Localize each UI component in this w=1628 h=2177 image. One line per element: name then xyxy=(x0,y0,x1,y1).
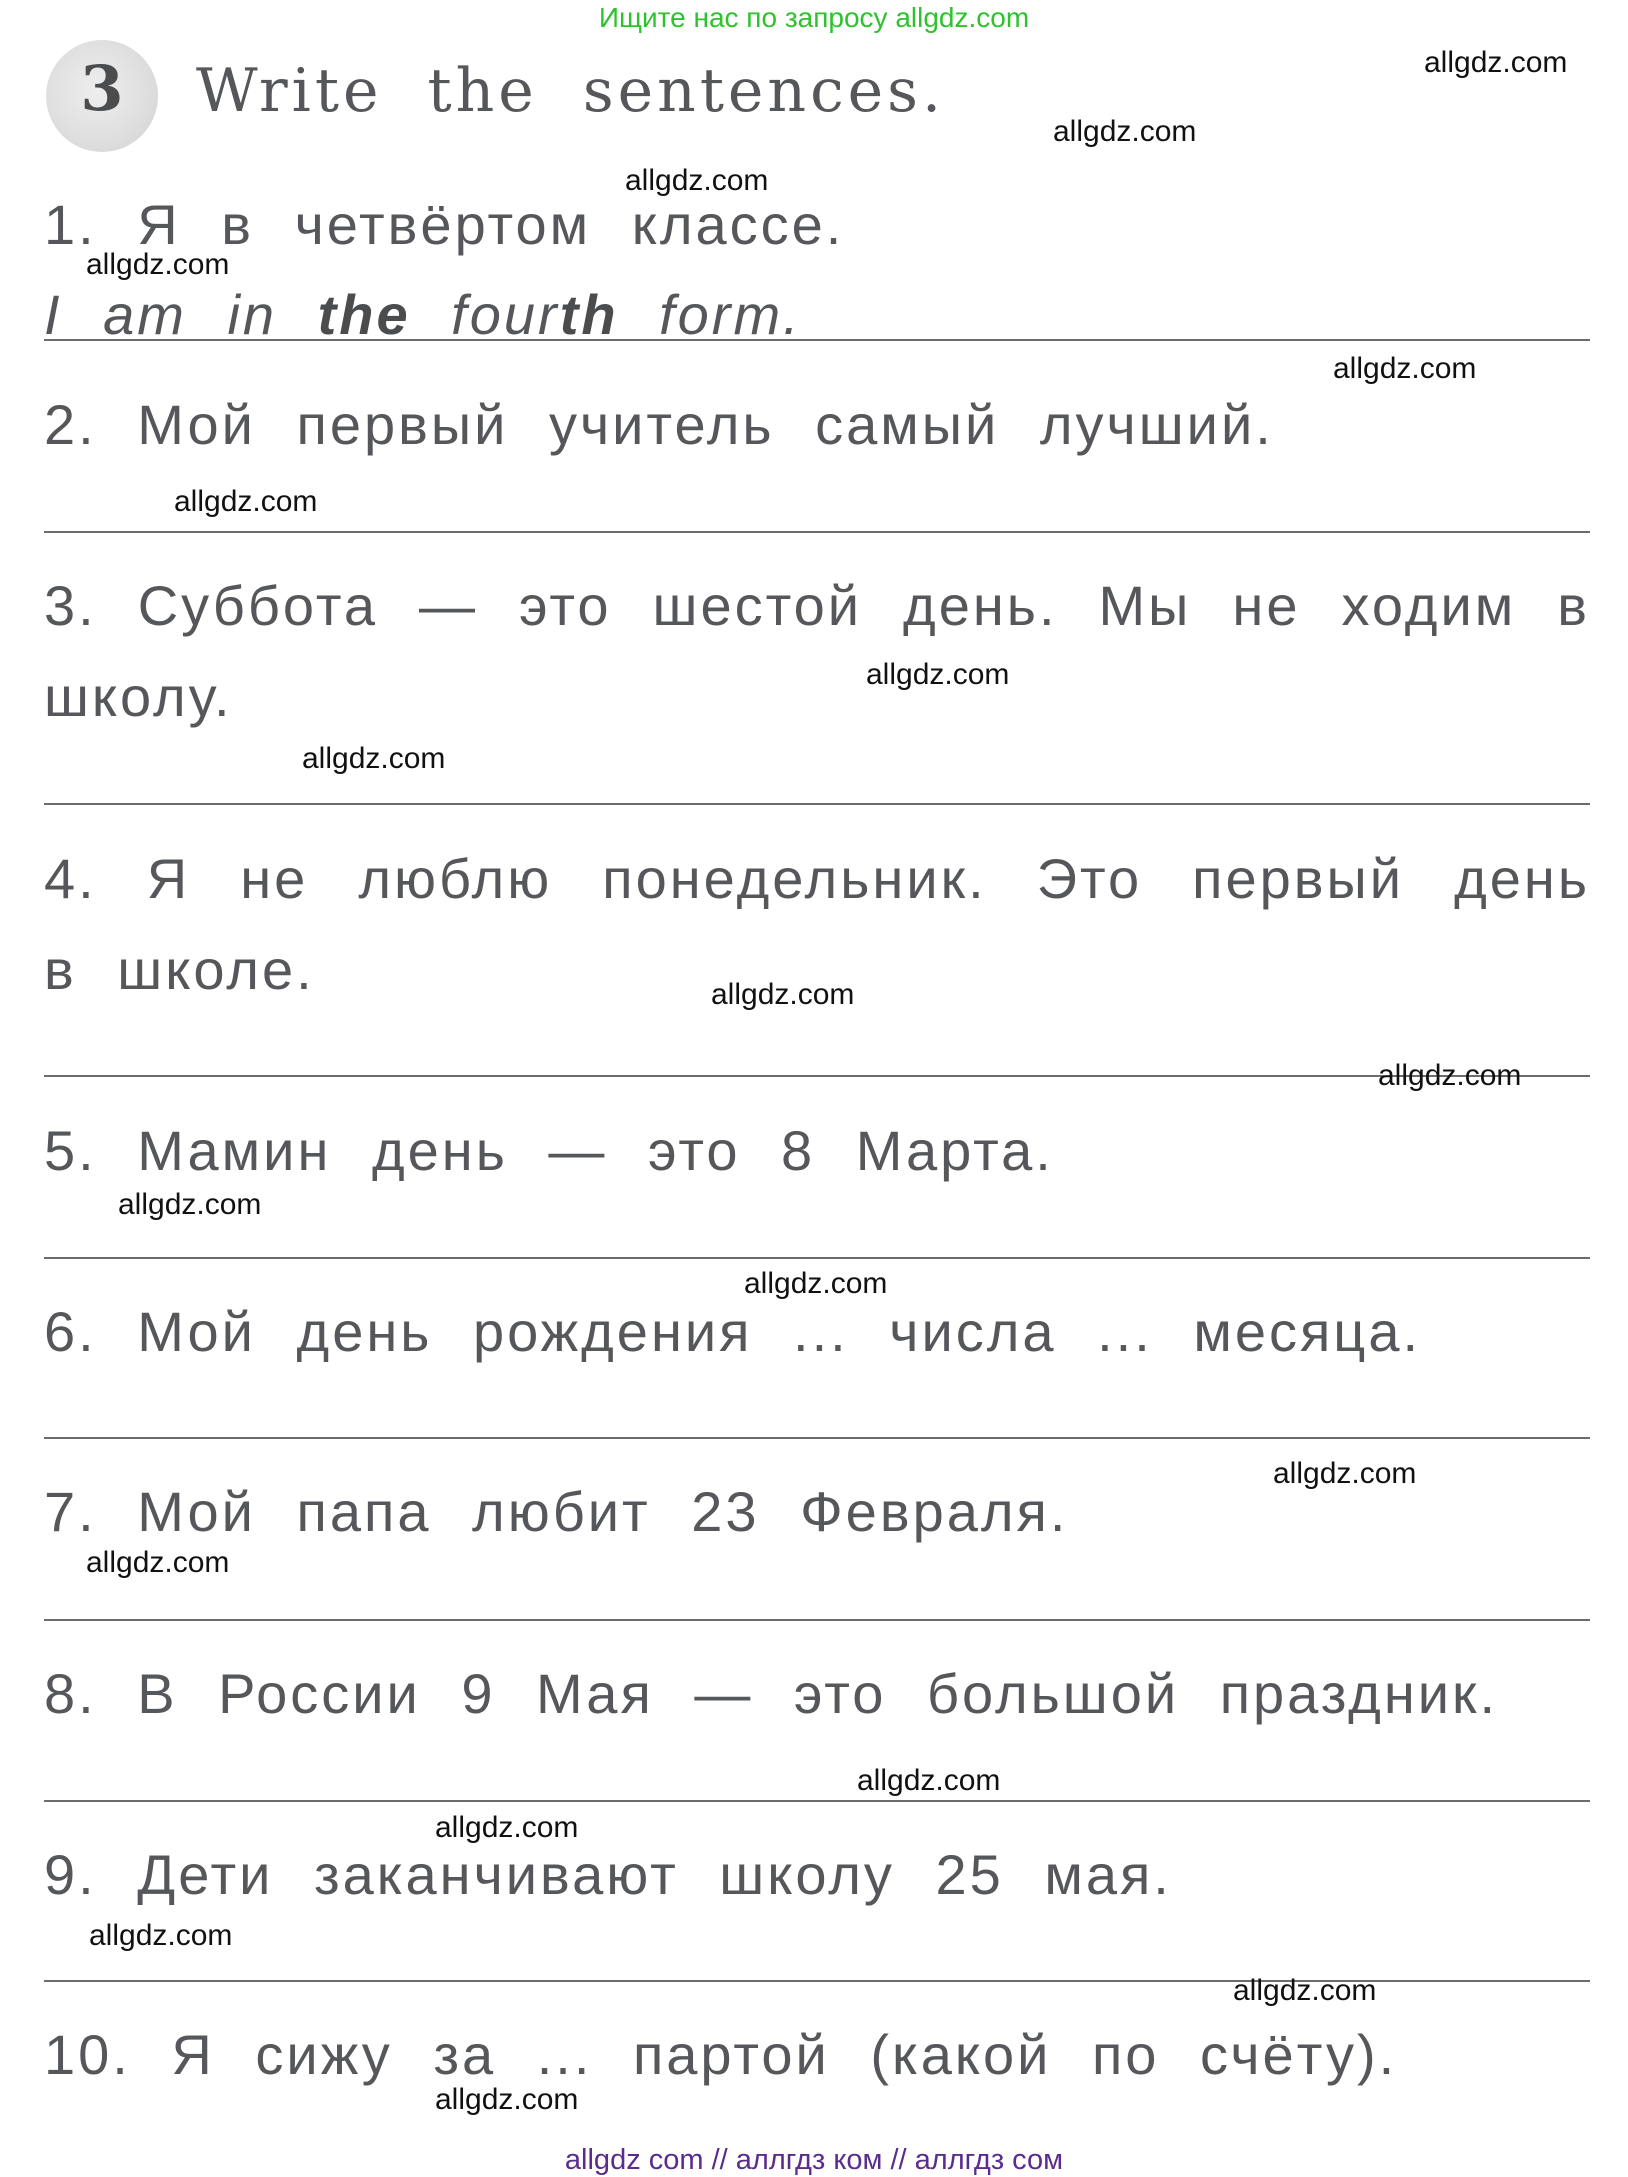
watermark: allgdz.com xyxy=(711,978,855,1011)
sentence-6: 6. Мой день рождения ... числа ... месяца. xyxy=(44,1300,1422,1363)
answer-line-5[interactable] xyxy=(44,1257,1590,1259)
bottom-banner-separator: // xyxy=(711,2144,728,2176)
watermark: allgdz.com xyxy=(174,485,318,518)
sentence-7: 7. Мой папа любит 23 Февраля. xyxy=(44,1480,1069,1543)
watermark: allgdz.com xyxy=(1333,352,1477,385)
answer-1 xyxy=(44,282,802,347)
answer-line-2[interactable] xyxy=(44,531,1590,533)
answer-1-bold-the: the xyxy=(317,283,411,346)
watermark: allgdz.com xyxy=(118,1188,262,1221)
sentence-2: 2. Мой первый учитель самый лучший. xyxy=(44,393,1274,456)
watermark: allgdz.com xyxy=(86,1546,230,1579)
watermark: allgdz.com xyxy=(435,2083,579,2116)
sentence-10: 10. Я сижу за ... партой (какой по счёту). xyxy=(44,2023,1398,2086)
sentence-8: 8. В России 9 Мая — это большой праздник. xyxy=(44,1662,1499,1725)
sentence-3: 3. Суббота — это шестой день. Мы не ходим в школу. xyxy=(44,574,1590,728)
watermark: allgdz.com xyxy=(1273,1457,1417,1490)
answer-1-part: I am in xyxy=(44,283,318,346)
answer-line-6[interactable] xyxy=(44,1437,1590,1439)
sentence-5: 5. Мамин день — это 8 Марта. xyxy=(44,1119,1054,1182)
answer-line-4[interactable] xyxy=(44,1075,1590,1077)
bottom-banner[interactable] xyxy=(0,2144,1628,2177)
answer-line-3[interactable] xyxy=(44,803,1590,805)
watermark: allgdz.com xyxy=(1233,1974,1377,2007)
bottom-banner-separator: // xyxy=(890,2144,907,2176)
bottom-banner-link[interactable]: allgdz com xyxy=(564,2144,704,2176)
sentence-1: 1. Я в четвёртом классе. xyxy=(44,193,845,256)
watermark: allgdz.com xyxy=(625,164,769,197)
bottom-banner-link[interactable]: аллгдз сом xyxy=(914,2144,1064,2176)
bottom-banner-link[interactable]: аллгдз ком xyxy=(735,2144,883,2176)
top-banner[interactable]: Ищите нас по запросу allgdz.com xyxy=(598,2,1030,33)
watermark: allgdz.com xyxy=(857,1764,1001,1797)
exercise-title: Write the sentences. xyxy=(196,56,946,126)
watermark: allgdz.com xyxy=(86,248,230,281)
answer-1-part: four xyxy=(410,283,560,346)
watermark: allgdz.com xyxy=(302,742,446,775)
answer-1-part: form. xyxy=(618,283,802,346)
answer-line-1[interactable] xyxy=(44,339,1590,341)
watermark: allgdz.com xyxy=(89,1919,233,1952)
sentence-9: 9. Дети заканчивают школу 25 мая. xyxy=(44,1843,1172,1906)
answer-line-8[interactable] xyxy=(44,1800,1590,1802)
watermark: allgdz.com xyxy=(744,1267,888,1300)
watermark: allgdz.com xyxy=(1053,115,1197,148)
answer-line-7[interactable] xyxy=(44,1619,1590,1621)
watermark: allgdz.com xyxy=(866,658,1010,691)
answer-1-bold-th: th xyxy=(559,283,619,346)
watermark: allgdz.com xyxy=(1378,1059,1522,1092)
exercise-number: 3 xyxy=(80,52,124,125)
watermark: allgdz.com xyxy=(435,1811,579,1844)
watermark: allgdz.com xyxy=(1424,46,1568,79)
sentence-4: 4. Я не люблю понедельник. Это первый день в школе. xyxy=(44,847,1590,1001)
